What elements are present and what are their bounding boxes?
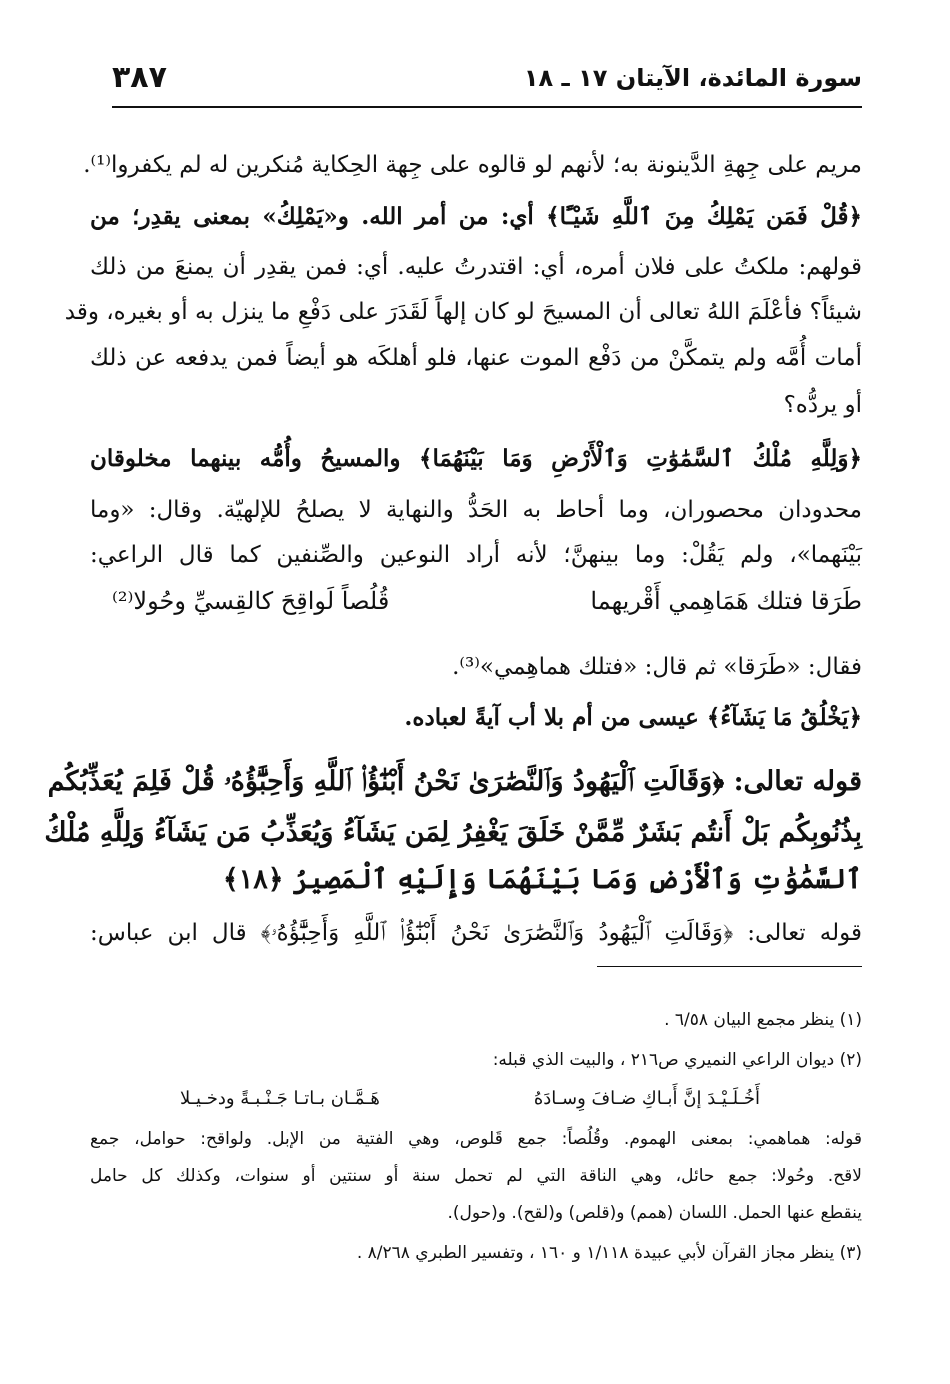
body-line: محدودان محصوران، وما أحاط به الحَدُّ والنهاية لا يصلحُ للإلهيّة. وقال: «وما [90,497,862,523]
footnote: قوله: هماهمي: بمعنى الهموم. وقُلُصاً: جمع قَلوص، وهي الفتية من الإبل. ولواقح: حوامل، جمع [90,1129,862,1149]
body-line: بَيْنَهما»، ولم يَقُلْ: وما بينهنَّ؛ لأنه أراد النوعين والصِّنفين كما قال الراعي: [90,542,862,568]
body-line: قولهم: ملكتُ على فلان أمره، أي: اقتدرتُ عليه. أي: فمن يقدِر أن يمنعَ من ذلك [90,254,862,280]
body-line: فقال: «طَرَقا» ثم قال: «فتلك هماهِمي»⁽³⁾. [452,654,862,680]
page-number: ٣٨٧ [112,60,167,95]
body-line: ﴿وَلِلَّهِ مُلْكُ ٱلسَّمَٰوَٰتِ وَٱلْأَرْضِ وَمَا بَيْنَهُمَا﴾ والمسيحُ وأُمُّه بينهما مخلوقان [90,445,862,472]
footnote: ينقطع عنها الحمل. اللسان (همم) و(قلص) و(لقح). و(حول). [447,1203,862,1223]
footnote-rule [597,966,862,967]
body-line: مريم على جِهةِ الدَّينونة به؛ لأنهم لو قالوه على جِهة الحِكاية مُنكرين له لم يكفروا⁽¹⁾. [83,152,862,178]
body-line: ﴿قُلْ فَمَن يَمْلِكُ مِنَ ٱللَّهِ شَيْـًٔا﴾ أي: من أمر الله. و«يَمْلِكُ» بمعنى يقدِر؛ من [90,203,862,230]
footnote-hemistich-right: أَخُـلَـيْـدَ إنَّ أَبـاكِ ضـافَ وِسـادَهُ [533,1088,760,1109]
verse-heading-line: ٱلسَّمَٰوَٰتِ وَٱلْأَرْضِ وَمَا بَيْنَهُمَا وَإِلَيْهِ ٱلْمَصِيرُ ﴿١٨﴾ [222,864,862,895]
footnote: لاقح. وحُولا: جمع حائل، وهي الناقة التي لم تحمل سنة أو سنتين أو سنوات، وكذلك كل حامل [90,1166,862,1186]
body-line: قوله تعالى: ﴿وَقَالَتِ ٱلْيَهُودُ وَٱلنَّصَٰرَىٰ نَحْنُ أَبْنَٰٓؤُا۟ ٱللَّهِ وَأَحِبَّٰٓؤُهُۥ﴾ قال ابن عباس: [90,920,862,946]
verse-heading-line: قوله تعالى: ﴿وَقَالَتِ ٱلْيَهُودُ وَٱلنَّصَٰرَىٰ نَحْنُ أَبْنَٰٓؤُا۟ ٱللَّهِ وَأَحِبَّٰٓؤُهُۥ قُلْ فَلِمَ يُعَذِّبُكُم [47,766,862,797]
body-line: ﴿يَخْلُقُ مَا يَشَآءُ﴾ عيسى من أم بلا أب آيةً لعباده. [404,704,862,731]
header-rule [112,106,862,108]
footnote: (٣) ينظر مجاز القرآن لأبي عبيدة ١/١١٨ و ١٦٠ ، وتفسير الطبري ٨/٢٦٨ . [356,1243,862,1263]
body-line: أو يردُّه؟ [783,392,862,418]
footnote: (٢) ديوان الراعي النميري ص٢١٦ ، والبيت الذي قبله: [492,1050,862,1070]
poem-hemistich-right: طَرَقا فتلك هَمَاهِمي أَقْريهما [590,587,862,615]
body-line: أمات أُمَّه ولم يتمكَّنْ من دَفْع الموت عنها، فلو أهلكَه هو أيضاً فمن يدفعه عن ذلك [90,345,862,371]
footnote: (١) ينظر مجمع البيان ٦/٥٨ . [664,1010,862,1030]
verse-heading-line: بِذُنُوبِكُم بَلْ أَنتُم بَشَرٌ مِّمَّنْ خَلَقَ يَغْفِرُ لِمَن يَشَآءُ وَيُعَذِّبُ مَن يَشَآءُ وَلِلَّهِ مُلْكُ [44,817,862,848]
footnote-hemistich-left: هَـمَّـان بـاتـا جَـنْـبـةً ودخـيـلا [180,1088,380,1109]
poem-hemistich-left: قُلُصاً لَواقِحَ كالقِسيِّ وحُولا⁽²⁾ [112,587,390,615]
body-line: شيئاً؟ فأعْلَمَ اللهُ تعالى أن المسيحَ لو كان إلهاً لَقَدَرَ على دَفْعِ ما ينزل به أو بغيره، وقد [64,299,862,325]
running-header-title: سورة المائدة، الآيتان ١٧ ـ ١٨ [523,64,862,92]
